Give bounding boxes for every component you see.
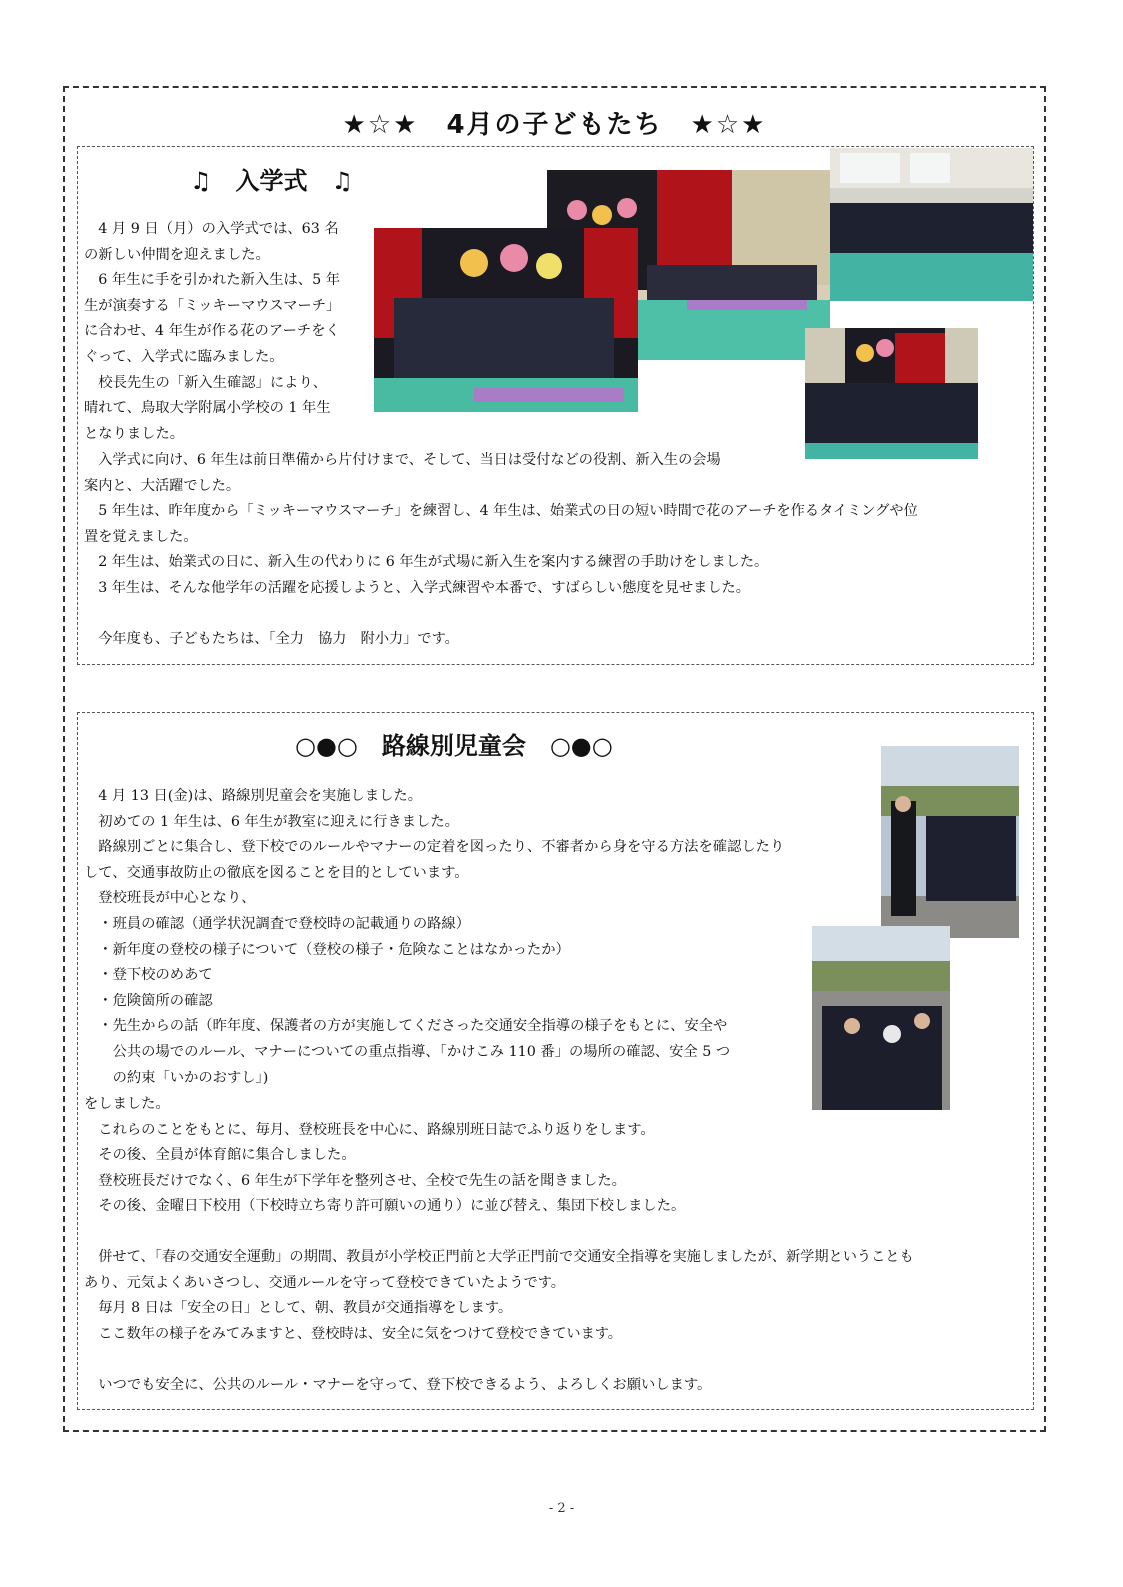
text-line: 登校班長だけでなく、6 年生が下学年を整列させ、全校で先生の話を聞きました。 bbox=[84, 1172, 626, 1189]
text-line: して、交通事故防止の徹底を図ることを目的としています。 bbox=[84, 864, 469, 881]
text-line: 6 年生に手を引かれた新入生は、5 年 bbox=[84, 272, 341, 289]
text-line: 併せて、「春の交通安全運動」の期間、教員が小学校正門前と大学正門前で交通安全指導を実施しましたが、新学期ということも bbox=[84, 1249, 914, 1265]
section2-after-text bbox=[84, 1245, 914, 1347]
text-line: の新しい仲間を迎えました。 bbox=[84, 246, 270, 263]
text-line: 路線別ごとに集合し、登下校でのルールやマナーの定着を図ったり、不審者から身を守る方法を確認したり bbox=[84, 839, 785, 856]
section1-wide-text bbox=[84, 448, 918, 602]
text-line: 置を覚えました。 bbox=[84, 528, 198, 545]
section1-closing bbox=[84, 627, 459, 653]
text-line: いつでも安全に、公共のルール・マナーを守って、登下校できるよう、よろしくお願いします。 bbox=[84, 1377, 712, 1393]
text-line: その後、金曜日下校用（下校時立ち寄り許可願いの通り）に並び替え、集団下校しました。 bbox=[84, 1198, 686, 1215]
gym-ceremony-photo bbox=[830, 148, 1033, 301]
text-line: 登校班長が中心となり、 bbox=[84, 890, 256, 907]
text-line: 毎月 8 日は「安全の日」として、朝、教員が交通指導をします。 bbox=[84, 1300, 513, 1317]
text-line: ・先生からの話（昨年度、保護者の方が実施してくださった交通安全指導の様子をもとに、安全や bbox=[84, 1018, 728, 1035]
text-line: これらのことをもとに、毎月、登校班長を中心に、路線別班日誌でふり返りをします。 bbox=[84, 1121, 655, 1138]
page-number: - 2 - bbox=[548, 1501, 575, 1516]
text-line: の約束「いかのおすし」) bbox=[84, 1069, 269, 1086]
section2-heading: ○●○ 路線別児童会 ○●○ bbox=[295, 732, 613, 760]
text-line: ・危険箇所の確認 bbox=[84, 992, 213, 1009]
ceremony-audience-photo bbox=[805, 328, 978, 459]
text-line: 公共の場でのルール、マナーについての重点指導、「かけこみ 110 番」の場所の確認、安全 5 つ bbox=[84, 1043, 731, 1060]
section2-narrow-text bbox=[84, 784, 784, 1091]
text-line: その後、全員が体育館に集合しました。 bbox=[84, 1147, 356, 1164]
students-waving-photo bbox=[812, 926, 950, 1110]
text-line: 校長先生の「新入生確認」により、 bbox=[84, 374, 328, 391]
text-line: 晴れて、鳥取大学附属小学校の 1 年生 bbox=[84, 400, 331, 417]
text-line: 生が演奏する「ミッキーマウスマーチ」 bbox=[84, 297, 341, 314]
text-line: 3 年生は、そんな他学年の活躍を応援しようと、入学式練習や本番で、すばらしい態度を見せました。 bbox=[84, 579, 750, 596]
text-line: ぐって、入学式に臨みました。 bbox=[84, 348, 284, 365]
text-line: 入学式に向け、6 年生は前日準備から片付けまで、そして、当日は受付などの役割、新入生の会場 bbox=[84, 452, 721, 468]
text-line: に合わせ、4 年生が作る花のアーチをく bbox=[84, 323, 340, 340]
text-line: ここ数年の様子をみてみますと、登校時は、安全に気をつけて登校できています。 bbox=[84, 1325, 622, 1342]
section2-closing bbox=[84, 1373, 711, 1399]
text-line: ・班員の確認（通学状況調査で登校時の記載通りの路線） bbox=[84, 915, 471, 932]
text-line: あり、元気よくあいさつし、交通ルールを守って登校できていたようです。 bbox=[84, 1274, 565, 1291]
text-line: 4 月 13 日(金)は、路線別児童会を実施しました。 bbox=[84, 788, 423, 804]
section1-narrow-text bbox=[84, 217, 340, 447]
text-line: をしました。 bbox=[84, 1096, 170, 1112]
text-line: 今年度も、子どもたちは、「全力 協力 附小力」です。 bbox=[84, 631, 459, 647]
text-line: 初めての 1 年生は、6 年生が教室に迎えに行きました。 bbox=[84, 813, 459, 830]
page-title: ★☆★ 4月の子どもたち ★☆★ bbox=[342, 110, 767, 140]
section2-wide-text bbox=[84, 1092, 685, 1220]
text-line: 4 月 9 日（月）の入学式では、63 名 bbox=[84, 221, 339, 237]
walking-students-photo bbox=[881, 746, 1019, 938]
text-line: 5 年生は、昨年度から「ミッキーマウスマーチ」を練習し、4 年生は、始業式の日の短い時間で花のアーチを作るタイミングや位 bbox=[84, 503, 918, 520]
text-line: となりました。 bbox=[84, 425, 185, 442]
text-line: ・新年度の登校の様子について（登校の様子・危険なことはなかったか） bbox=[84, 941, 570, 958]
text-line: 案内と、大活躍でした。 bbox=[84, 477, 241, 494]
students-singing-photo bbox=[374, 228, 638, 412]
text-line: ・登下校のめあて bbox=[84, 967, 213, 984]
section1-heading: ♫ 入学式 ♫ bbox=[190, 167, 354, 195]
text-line: 2 年生は、始業式の日に、新入生の代わりに 6 年生が式場に新入生を案内する練習の手助けをしました。 bbox=[84, 554, 769, 571]
